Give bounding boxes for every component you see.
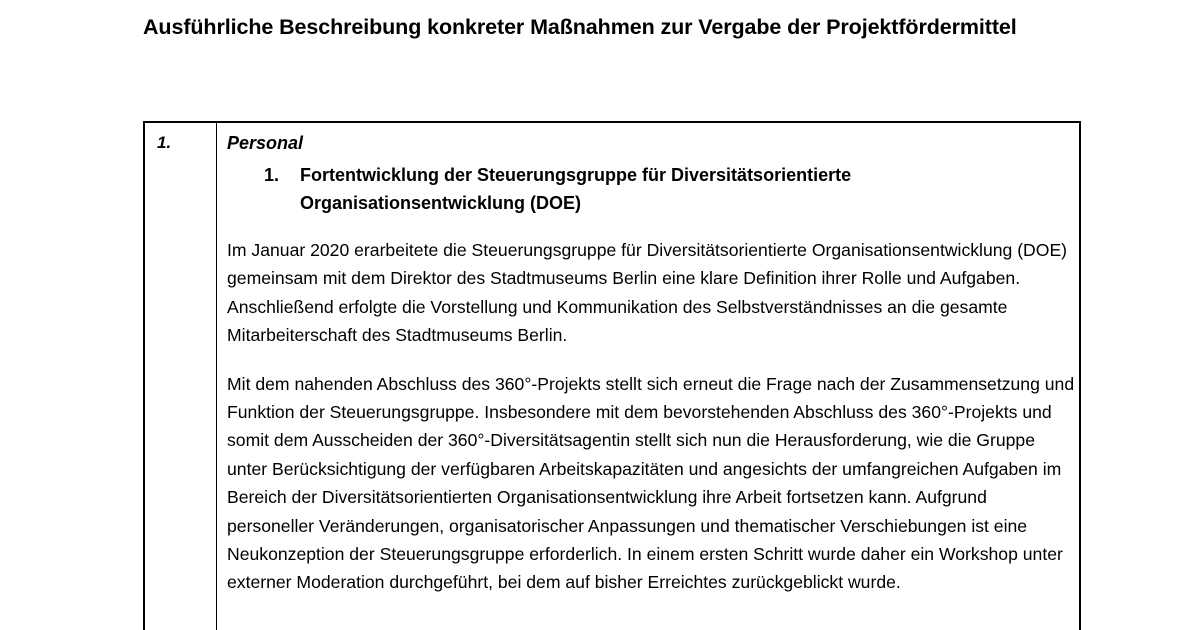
section-heading: Personal — [227, 133, 304, 153]
row-number: 1. — [157, 133, 172, 152]
sub-item-title: Fortentwicklung der Steuerungsgruppe für Diversitätsorientierte Organisationsentwicklung (DOE) — [300, 165, 852, 213]
sub-item-number: 1. — [264, 165, 280, 185]
page-title: Ausführliche Beschreibung konkreter Maßnahmen zur Vergabe der Projektfördermittel — [143, 15, 1017, 39]
paragraph: Im Januar 2020 erarbeitete die Steuerungsgruppe für Diversitätsorientierte Organisationsentwicklung (DOE) gemeinsam mit dem Direktor des Stadtmuseums Berlin eine klare Definition ihrer Rolle und Aufgaben. Anschließend erfolgte die Vorstellung und Kommunikation des Selbstverständnisses an die gesamte Mitarbeiterschaft des Stadtmuseums Berlin. — [227, 240, 1068, 346]
measures-table — [143, 121, 1081, 630]
sub-item — [227, 161, 1077, 217]
row-content — [227, 130, 1077, 597]
paragraph: Mit dem nahenden Abschluss des 360°-Projekts stellt sich erneut die Frage nach der Zusammensetzung und Funktion der Steuerungsgruppe. Insbesondere mit dem bevorstehenden Abschluss des 360°-Projekts und somit dem Ausscheiden der 360°-Diversitätsagentin stellt sich nun die Herausforderung, wie die Gruppe unter Berücksichtigung der verfügbaren Arbeitskapazitäten und angesichts der umfangreichen Aufgaben im Bereich der Diversitätsorientierten Organisationsentwicklung ihre Arbeit fortsetzen kann. Aufgrund personeller Veränderungen, organisatorischer Anpassungen und thematischer Verschiebungen ist eine Neukonzeption der Steuerungsgruppe erforderlich. In einem ersten Schritt wurde daher ein Workshop unter externer Moderation durchgeführt, bei dem auf bisher Erreichtes zurückgeblickt wurde. — [227, 373, 1075, 593]
column-divider — [216, 123, 217, 630]
